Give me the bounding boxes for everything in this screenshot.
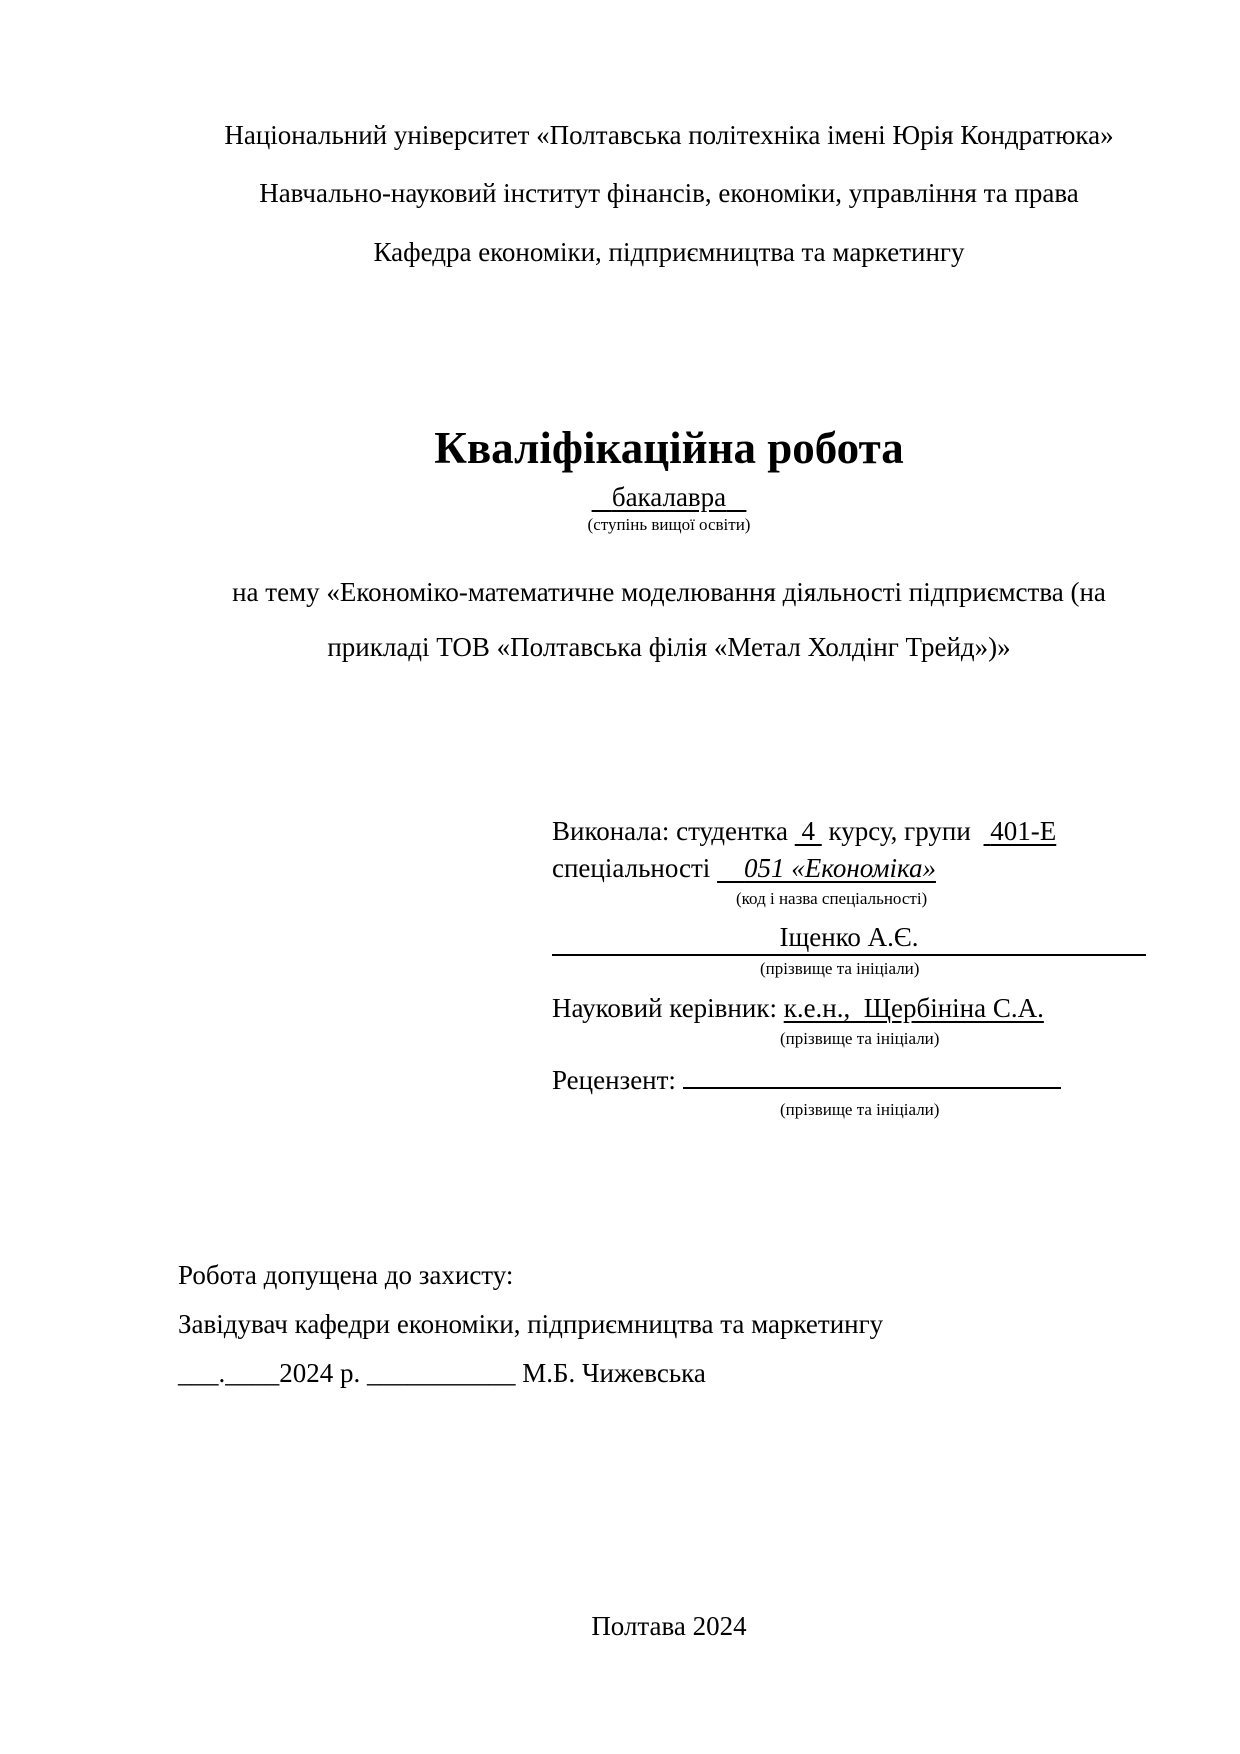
university-name: Національний університет «Полтавська політехніка імені Юрія Кондратюка» [224,120,1114,150]
department-name: Кафедра економіки, підприємництва та маркетингу [373,237,965,267]
group-value: 401-Е [990,816,1057,846]
supervisor-caption: (прізвище та ініціали) [780,1029,940,1048]
department-head: Завідувач кафедри економіки, підприємництва та маркетингу [178,1309,884,1339]
city-year: Полтава 2024 [591,1611,747,1641]
supervisor-line: Науковий керівник: к.е.н., Щербініна С.А. [552,993,1044,1023]
specialty-value: 051 «Економіка» [744,853,936,883]
topic-line-1: на тему «Економіко-математичне моделювання діяльності підприємства (на [232,577,1106,607]
reviewer-caption: (прізвище та ініціали) [780,1100,940,1119]
document-title: Кваліфікаційна робота [434,423,904,473]
institute-name: Навчально-науковий інститут фінансів, економіки, управління та права [259,178,1079,208]
admitted-text: Робота допущена до захисту: [178,1260,514,1290]
topic-line-2: прикладі ТОВ «Полтавська філія «Метал Холдінг Трейд»)» [327,632,1011,662]
reviewer-blank [683,1063,1061,1089]
student-name: Іщенко А.Є. [552,922,1146,956]
reviewer-line: Рецензент: [552,1063,1061,1096]
supervisor-value: к.е.н., Щербініна С.А. [783,993,1044,1023]
degree-caption: (ступінь вищої освіти) [587,515,751,534]
course-value: 4 [801,816,815,846]
specialty-caption: (код і назва спеціальності) [736,889,928,908]
degree-value: бакалавра [611,482,727,512]
specialty-line: спеціальності 051 «Економіка» [552,853,1057,884]
performed-line: Виконала: студентка 4 курсу, групи 401-Е [552,816,1057,846]
student-name-caption: (прізвище та ініціали) [760,959,920,978]
degree [0,482,1240,513]
date-signature-line: ___.____2024 р. ___________ М.Б. Чижевська [178,1358,706,1388]
